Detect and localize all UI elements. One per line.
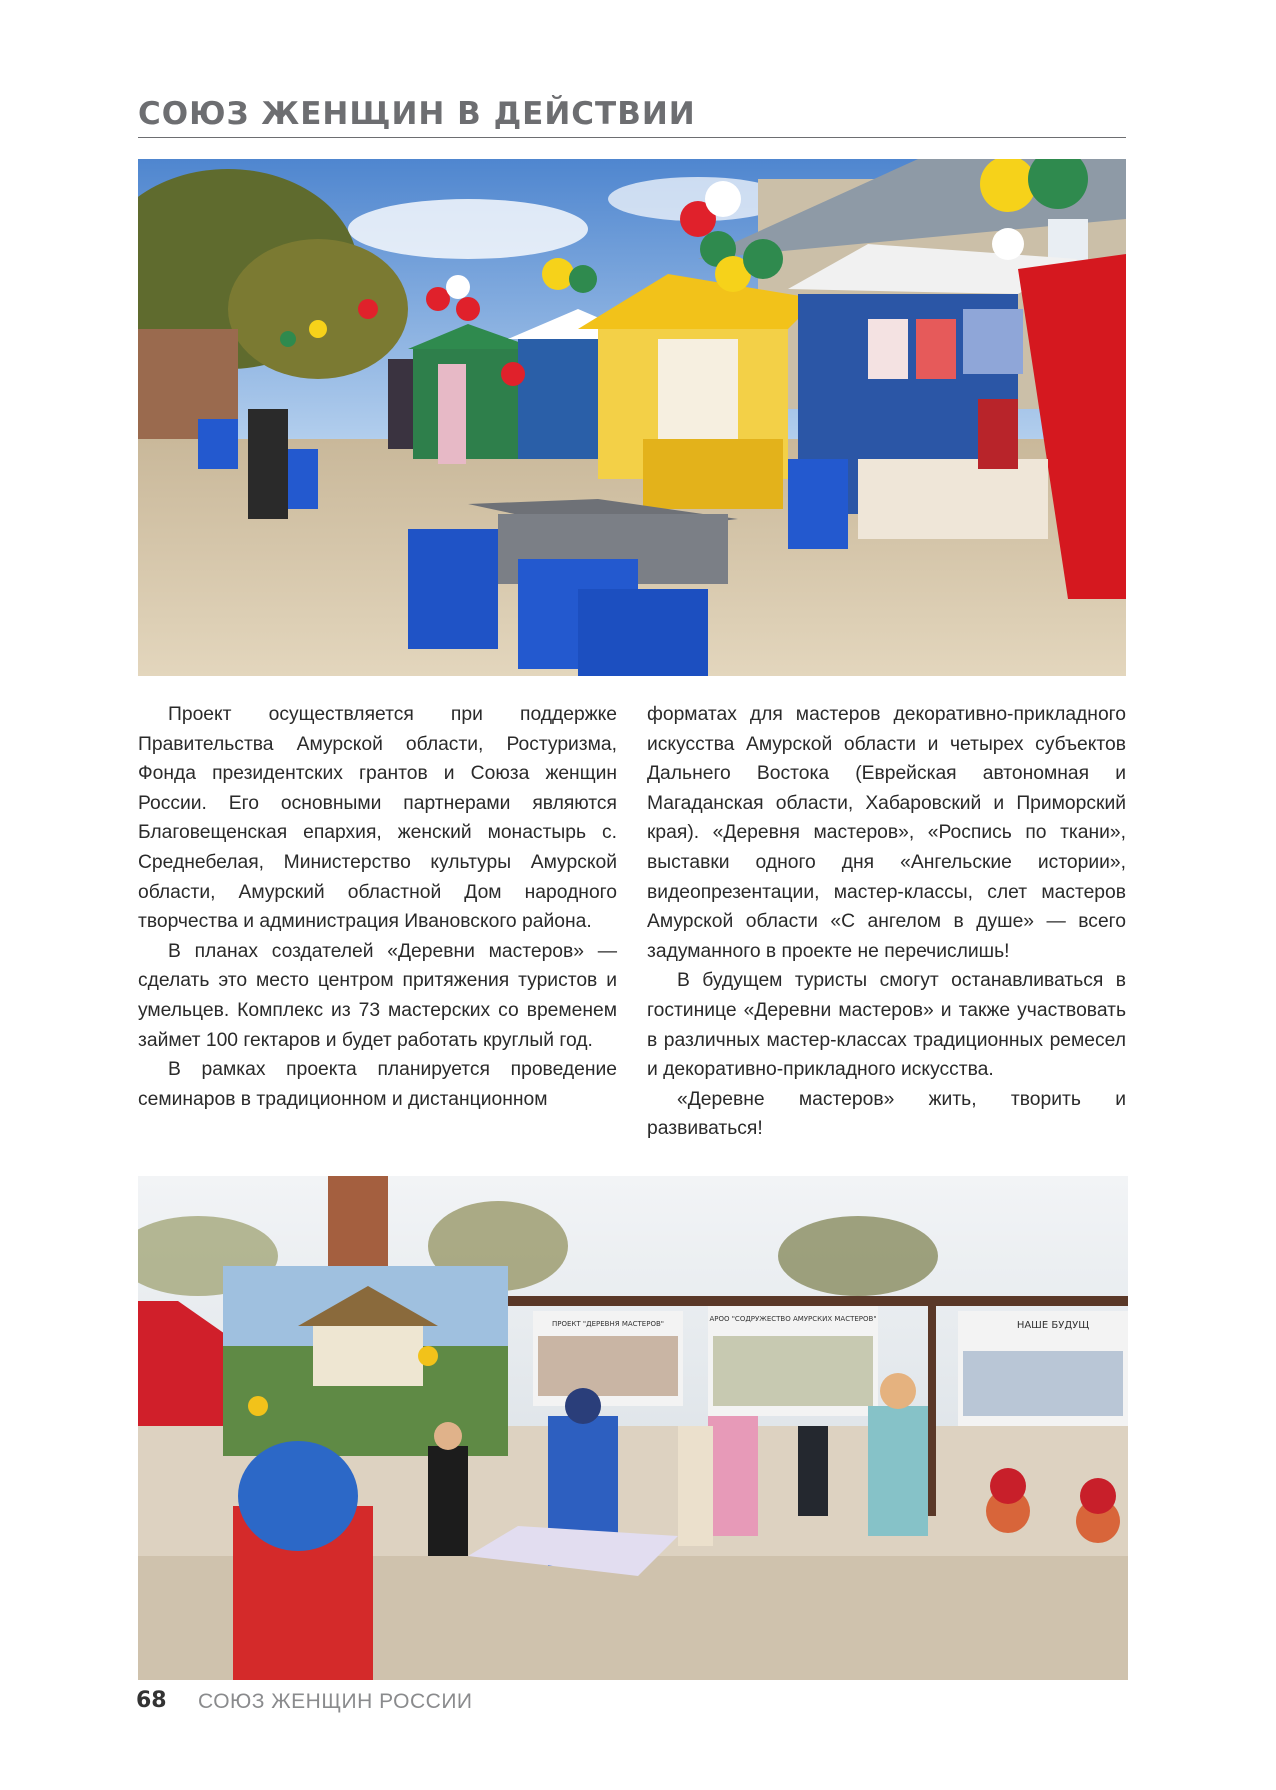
article-paragraph: Проект осуществляется при поддержке Правительства Амурской области, Ростуризма, Фонда президентских грантов и Союза женщин России. Его основными партнерами являются Благовещенская епархия, женский монастырь с. Среднебелая, Министерство культуры Амурской области, Амурский областной Дом народного творчества и администрация Ивановского района.: [138, 704, 617, 933]
board-title-3: НАШЕ БУДУЩ: [1016, 1320, 1090, 1331]
board-title-1: ПРОЕКТ "ДЕРЕВНЯ МАСТЕРОВ": [552, 1320, 664, 1328]
header-divider: [138, 137, 1126, 138]
article-paragraph-continued: форматах для мастеров декоративно-прикладного искусства Амурской области и четырех субъектов Дальнего Востока (Еврейская автономная и Магаданская области, Хабаровский и Приморский края). «Деревня мастеров», «Роспись по ткани», выставки одного дня «Ангельские истории», видеопрезентации, мастер-классы, слет мастеров Амурской области «С ангелом в душе» — всего задуманного в проекте не перечислишь!: [647, 704, 1126, 962]
section-title: СОЮЗ ЖЕНЩИН В ДЕЙСТВИИ: [138, 96, 696, 132]
photo-craft-fair: [138, 159, 1126, 676]
article-paragraph: В рамках проекта планируется проведение семинаров в традиционном и дистанционном: [138, 1059, 617, 1110]
article-paragraph: В планах создателей «Деревни мастеров» — сделать это место центром притяжения туристов и умельцев. Комплекс из 73 мастерских со временем займет 100 гектаров и будет работать круглый год.: [138, 940, 617, 1051]
article-paragraph: «Деревне мастеров» жить, творить и развиваться!: [647, 1088, 1126, 1140]
article-column-right: [647, 700, 1126, 1144]
article-paragraph: В будущем туристы смогут останавливаться в гостинице «Деревни мастеров» и также участвовать в различных мастер-классах традиционных ремесел и декоративно-прикладного искусства.: [647, 970, 1126, 1081]
article-column-left: [138, 700, 617, 1114]
board-title-2: АРОО "СОДРУЖЕСТВО АМУРСКИХ МАСТЕРОВ": [709, 1315, 877, 1323]
publication-name: СОЮЗ ЖЕНЩИН РОССИИ: [198, 1690, 473, 1713]
photo-activity-area: [138, 1176, 1128, 1680]
page-number: 68: [136, 1688, 167, 1713]
